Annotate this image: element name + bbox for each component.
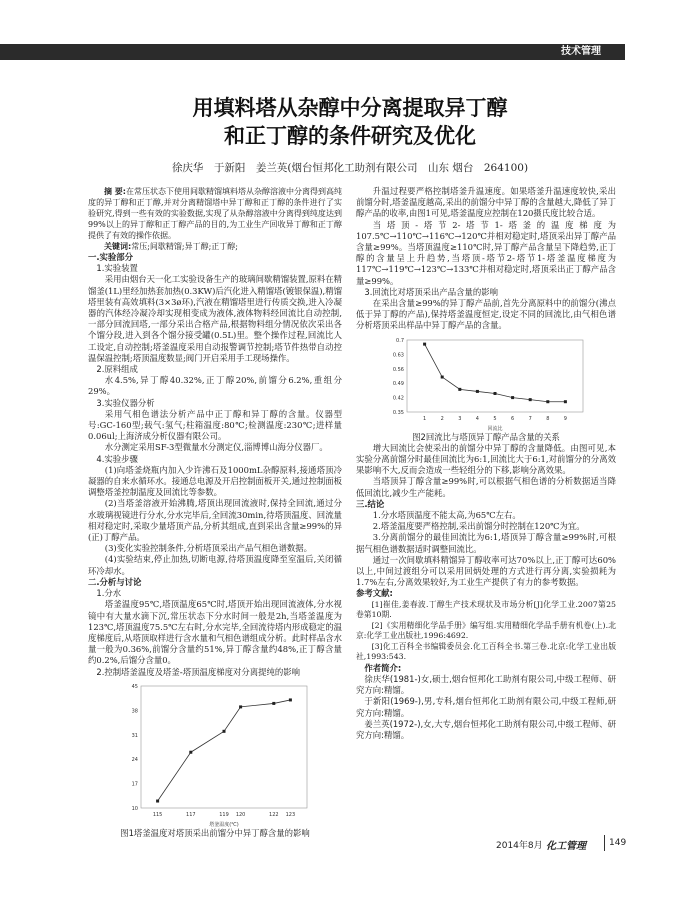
page-title-line2: 和正丁醇的条件研究及优化 [224,124,476,148]
x-axis-label: 回流比 [487,425,503,432]
paragraph: 水分测定采用SF-3型微量水分测定仪,淄博博山海分仪器厂。 [104,442,328,453]
conclusion-item: 1.分水塔顶温度不能太高,为65℃左右。 [372,510,521,521]
reference-item: [3]化工百科全书编辑委员会.化工百科全书.第三卷.北京:化学工业出版社,1993:543. [356,641,616,662]
y-tick-label: 17 [131,781,138,788]
x-tick-label: 122 [269,811,279,818]
x-tick-label: 8 [546,415,550,422]
author-line: 徐庆华 于新阳 姜兰英(烟台恒邦化工助剂有限公司 山东 烟台 264100) [171,162,529,174]
data-point [546,400,549,403]
y-tick-label: 0.49 [392,380,404,387]
right-column [356,186,616,741]
x-tick-label: 6 [511,415,515,422]
reference-item: [2]《实用精细化学品手册》编写组.实用精细化学品手册有机卷(上).北京:化学工业出版社,1996:4692. [356,620,616,641]
data-point [239,705,242,708]
data-point [476,390,479,393]
bio-item: 姜兰英(1972-),女,大专,烟台恒邦化工助剂有限公司,中级工程师、研究方向:精馏。 [356,718,616,740]
figure-2-caption: 图2回流比与塔顶异丁醇产品含量的关系 [412,431,560,442]
figure-1-chart [115,678,315,828]
y-tick-label: 0.7 [396,337,404,344]
subsection-heading: 2.控制塔釜温度及塔釜-塔顶温度梯度对分离提纯的影响 [96,666,301,677]
data-point [458,388,461,391]
x-tick-label: 9 [563,415,567,422]
y-tick-label: 0.35 [392,409,404,416]
data-point [441,375,444,378]
subsection-heading: 3.回流比对塔顶采出产品含量的影响 [364,286,499,297]
subsection-heading: 1.实验装置 [96,263,138,274]
y-tick-label: 0.56 [392,366,404,373]
x-tick-label: 115 [152,811,163,818]
page-title-line1: 用填料塔从杂醇中分离提取异丁醇 [192,96,508,120]
data-point [511,396,514,399]
bio-item: 于新阳(1969-),男,专科,烟台恒邦化工助剂有限公司,中级工程师,研究方向:精馏。 [356,696,616,718]
x-tick-label: 117 [186,811,196,818]
x-tick-label: 1 [423,415,427,422]
figure-1-caption: 图1塔釜温度对塔顶采出前馏分中异丁醇含量的影响 [120,827,310,838]
issue-date: 2014年8月 [496,841,543,851]
paragraph: 当塔顶-塔节2-塔节1-塔釜的温度梯度为107.5℃→110℃→116℃→120℃并相对稳定时,塔顶采出异丁醇产品含量≥99%。当塔顶温度≥110℃时,异丁醇产品含量呈下降趋势,正丁醇的含量呈上升趋势,当塔顶-塔节2-塔节1-塔釜温度梯度为117℃→119℃→123℃→133℃并相对稳定时,塔顶采出正丁醇产品含量≥99%。 [356,219,616,286]
section-heading: 一.实验部分 [88,252,134,262]
data-point [189,750,192,753]
paragraph: 通过一次间歇填料精馏异丁醇收率可达70%以上,正丁醇可达60%以上,中间过渡组分可以采用回炳处理的方式进行再分离,实验损耗为1.7%左右,分离效果较好,为工业生产提供了有力的参考数据。 [356,554,616,588]
y-tick-label: 38 [131,708,138,715]
figure-2 [356,332,616,443]
x-tick-label: 4 [475,415,479,422]
references-heading: 参考文献: [356,588,393,599]
paragraph: (2)当塔釜溶液开始沸腾,塔顶出现回流液时,保持全回流,通过分水玻璃视镜进行分水,分水完毕后,全回流30min,待塔顶温度、回流量相对稳定时,采取少量塔顶产品,分析其组成,直到采出含量≥99%的异(正)丁醇产品。 [88,498,342,543]
y-tick-label: 45 [131,683,138,690]
y-tick-label: 24 [131,756,138,763]
keywords [88,241,342,252]
references [356,600,616,663]
x-tick-label: 120 [235,811,246,818]
y-tick-label: 31 [131,732,138,739]
section-heading: 二.分析与讨论 [88,576,142,587]
paragraph: (3)变化实验控制条件,分析塔顶采出产品气相色谱数据。 [104,543,312,554]
x-tick-label: 119 [219,811,229,818]
data-point [289,698,292,701]
y-tick-label: 0.42 [392,395,404,402]
data-point [529,398,532,401]
data-point [272,702,275,705]
x-tick-label: 3 [458,415,462,422]
plot-frame [407,340,583,412]
paragraph: 采用由烟台天一化工实验设备生产的玻璃间歇精馏装置,原料在精馏釜(1L)里经加热套加热(0.3KW)后汽化进入精馏塔(镀银保温),精馏塔里装有高效填料(3×3ø环),汽液在精馏塔里进行传质交换,进入冷凝器的汽体经冷凝冷却实现相变成为液体,液体物料经回流比自动控制,一部分回流回塔,一部分采出合格产品,根据物料组分情况依次采出各个馏分段,进入到各个馏分接受罐(0.5L)里。整个操作过程,回流比人工设定,自动控制;塔釜温度采用自动报警调节控制;塔节件热带自动控温保温控制;塔顶温度数显;阀门开启采用手工现场操作。 [88,274,342,363]
bio-heading: 作者简介: [364,662,402,673]
footer-divider [604,835,605,851]
x-tick-label: 123 [285,811,296,818]
section-heading: 三.结论 [356,498,385,509]
paragraph: 在采出含量≥99%的异丁醇产品前,首先分离原料中的前馏分(沸点低于异丁醇的产品),保持塔釜温度恒定,设定不同的回流比,由气相色谱分析塔顶采出样品中异丁醇产品的含量。 [356,298,616,331]
paragraph: 采用气相色谱法分析产品中正丁醇和异丁醇的含量。仪器型号:GC-160型;载气:氢气;柱箱温度:80℃;检测温度:230℃;进样量0.06ul;上海济成分析仪器有限公司。 [88,408,342,442]
abstract [88,186,342,241]
y-tick-label: 10 [131,805,138,812]
data-point [156,799,159,802]
data-point [223,730,226,733]
plot-frame [141,686,307,808]
figure-2-chart [381,332,591,432]
conclusion-item: 2.塔釜温度要严格控制,采出前馏分时控制在120℃为宜。 [372,521,585,532]
paragraph: (4)实验结束,停止加热,切断电源,待塔顶温度降至室温后,关闭循环冷却水。 [88,554,342,576]
paragraph: (1)向塔釜烧瓶内加入少许沸石及1000mL杂醇原料,接通塔顶冷凝器的自来水循环水。接通总电源及开启控制面板开关,通过控制面板调整塔釜控制温度及回流比等参数。 [88,464,342,498]
bio-item: 徐庆华(1981-)女,硕士,烟台恒邦化工助剂有限公司,中级工程师、研究方向:精馏。 [356,673,616,696]
paragraph: 当塔顶异丁醇含量≥99%时,可以根据气相色谱的分析数据适当降低回流比,减少生产能耗。 [356,476,616,498]
x-tick-label: 7 [528,415,532,422]
figure-1 [88,678,342,839]
x-tick-label: 2 [440,415,444,422]
data-point [564,400,567,403]
paragraph: 水4.5%,异丁醇40.32%,正丁醇20%,前馏分6.2%,重组分29%。 [88,375,342,397]
paragraph: 增大回流比会使采出的前馏分中异丁醇的含量降低。由图可见,本实验分离前馏分时最佳回流比为6:1,回流比大于6:1,对前馏分的分离效果影响不大,反而会造成一些轻组分的下移,影响分离效果。 [356,442,616,476]
paragraph: 升温过程要严格控制塔釜升温速度。如果塔釜升温速度较快,采出前馏分时,塔釜温度越高,采出的前馏分中异丁醇的含量越大,降低了异丁醇产品的收率,由图1可见,塔釜温度应控制在120摄氏度比较合适。 [356,186,616,219]
subsection-heading: 2.原料组成 [96,364,138,375]
subsection-heading: 3.实验仪器分析 [96,397,155,408]
subsection-heading: 4.实验步骤 [96,453,138,464]
abstract-text: 在常压状态下使用间歇精馏填料塔从杂醇溶液中分离得到高纯度的异丁醇和正丁醇,并对分离精馏塔中异丁醇和正丁醇的条件进行了实验研究,得到一些有效的实验数据,实现了从杂醇溶液中分离得到纯度达到99%以上的异丁醇和正丁醇产品的目的,为工业生产回收异丁醇和正丁醇提供了有效的操作依据。 [88,187,343,240]
section-label: 技术管理 [561,46,601,57]
reference-item: [1]崔佳,姜春波.丁醇生产技术现状及市场分析[J]化学工业.2007第25卷第10期. [356,599,616,620]
header-band [0,44,625,60]
page-number: 149 [609,838,627,848]
conclusion-item: 3.分离前馏分的最佳回流比为6:1,塔顶异丁醇含量≥99%时,可根据气相色谱数据适时调整回流比。 [356,532,616,554]
left-column [88,186,342,839]
paragraph: 塔釜温度95℃,塔顶温度65℃时,塔顶开始出现回流液体,分水视镜中有大量水滴下沉,常压状态下分水时间一般是2h,当塔釜温度为123℃,塔顶温度75.5℃左右时,分水完毕,全回流待塔内形成稳定的温度梯度后,从塔顶取样进行含水量和气相色谱组成分析。此时样品含水量一般为0.36%,前馏分含量约51%,异丁醇含量约48%,正丁醇含量约0.2%,后馏分含量0。 [88,599,342,666]
data-point [494,392,497,395]
y-tick-label: 0.63 [392,352,404,359]
keywords-label: 关键词: [104,242,132,251]
x-tick-label: 5 [493,415,497,422]
data-point [423,342,426,345]
x-axis-label: 塔釜温度(℃) [209,821,239,828]
abstract-label: 摘 要: [104,187,126,196]
keywords-text: 常压;间歇精馏;异丁醇;正丁醇; [131,242,238,251]
journal-name: 化工管理 [546,841,586,852]
subsection-heading: 1.分水 [96,588,122,599]
series-line [158,700,291,801]
